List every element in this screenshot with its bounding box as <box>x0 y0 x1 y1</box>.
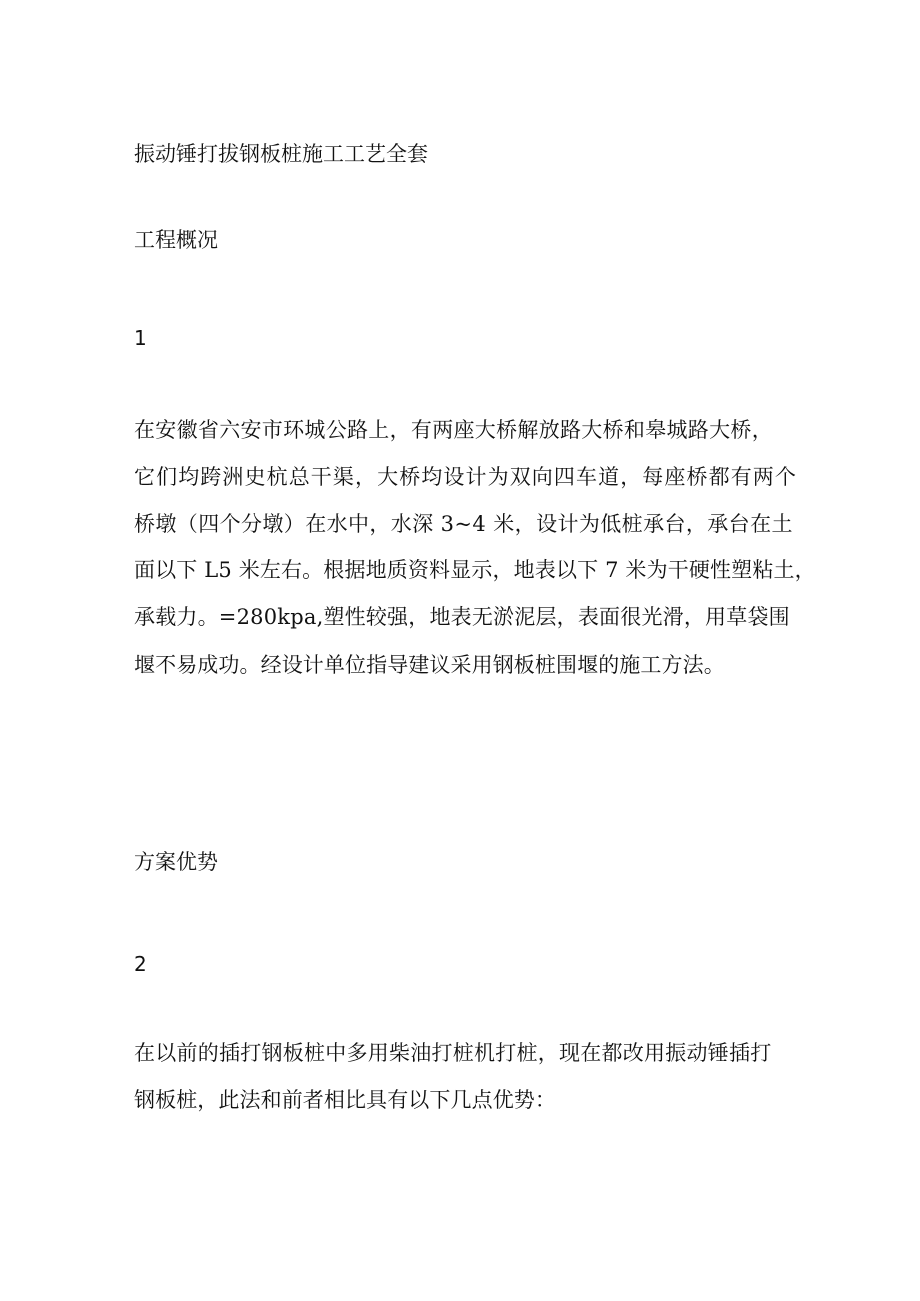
section-heading-advantages: 方案优势 <box>134 850 218 874</box>
paragraph-line: 钢板桩，此法和前者相比具有以下几点优势： <box>134 1088 556 1112</box>
section-heading-overview: 工程概况 <box>134 228 218 252</box>
paragraph-line: 面以下 L5 米左右。根据地质资料显示，地表以下 7 米为干硬性塑粘土， <box>134 558 816 582</box>
paragraph-line: 在安徽省六安市环城公路上，有两座大桥解放路大桥和皋城路大桥， <box>134 418 773 442</box>
section-number-1: 1 <box>134 326 147 350</box>
paragraph-line: 承载力。=280kpa,塑性较强，地表无淤泥层，表面很光滑，用草袋围 <box>134 605 790 629</box>
paragraph-line: 在以前的插打钢板桩中多用柴油打桩机打桩，现在都改用振动锤插打 <box>134 1041 772 1065</box>
paragraph-line: 它们均跨洲史杭总干渠，大桥均设计为双向四车道，每座桥都有两个 <box>134 465 797 489</box>
document-title: 振动锤打拔钢板桩施工工艺全套 <box>134 142 428 166</box>
section-number-2: 2 <box>134 952 147 976</box>
paragraph-line: 桥墩（四个分墩）在水中，水深 3~4 米，设计为低桩承台，承台在土 <box>134 512 793 536</box>
paragraph-line: 堰不易成功。经设计单位指导建议采用钢板桩围堰的施工方法。 <box>134 653 725 677</box>
